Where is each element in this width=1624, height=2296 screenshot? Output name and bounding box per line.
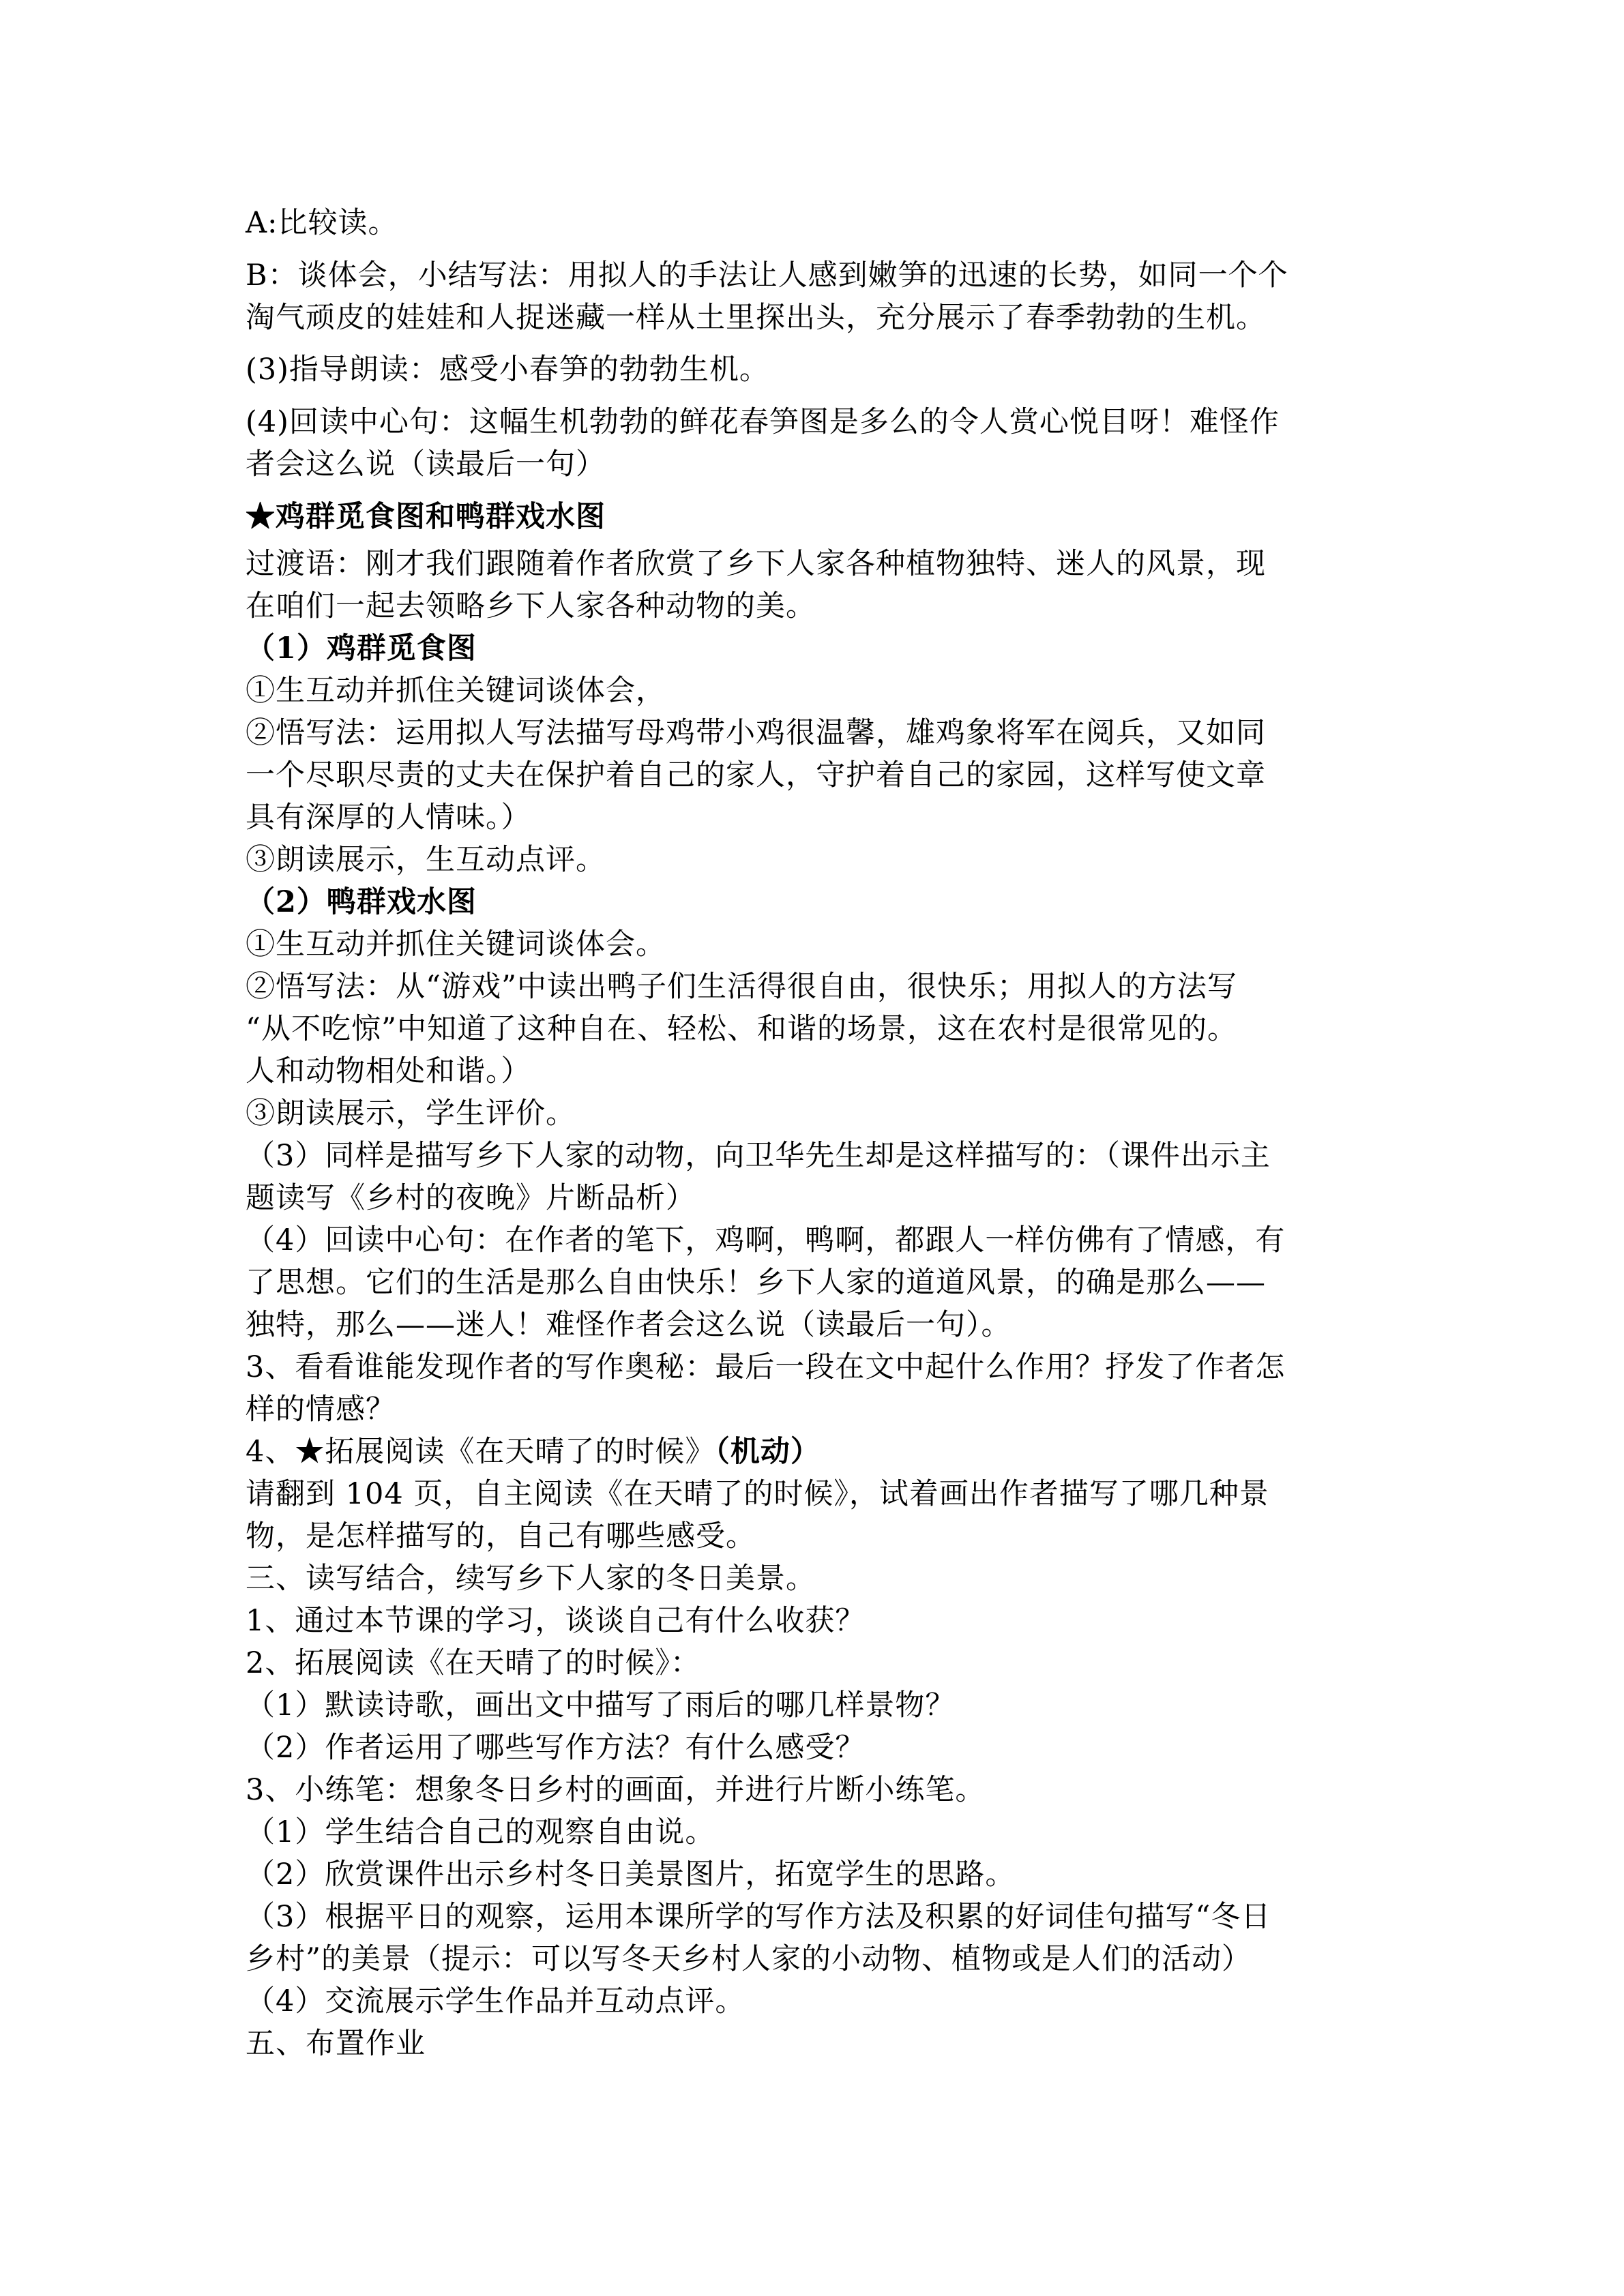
extended-reading-label: 4、★拓展阅读《在天晴了的时候》 bbox=[246, 1435, 715, 1469]
text-line: （3）同样是描写乡下人家的动物，向卫华先生却是这样描写的：（课件出示主 bbox=[246, 1139, 1271, 1173]
text-line bbox=[246, 1432, 1405, 1472]
text-line: 人和动物相处和谐。） bbox=[246, 1054, 531, 1088]
text-line: (4)回读中心句：这幅生机勃勃的鲜花春笋图是多么的令人赏心悦目呀！难怪作 bbox=[246, 405, 1280, 439]
text-line: 一个尽职尽责的丈夫在保护着自己的家人，守护着自己的家园，这样写使文章 bbox=[246, 758, 1266, 792]
text-line: “从不吃惊”中知道了这种自在、轻松、和谐的场景，这在农村是很常见的。 bbox=[246, 1012, 1237, 1046]
text-line: ③朗读展示，生互动点评。 bbox=[246, 843, 606, 877]
text-line: 过渡语：刚才我们跟随着作者欣赏了乡下人家各种植物独特、迷人的风景，现 bbox=[246, 547, 1266, 581]
text-line: 了思想。它们的生活是那么自由快乐！乡下人家的道道风景，的确是那么—— bbox=[246, 1266, 1266, 1300]
text-line: 3、看看谁能发现作者的写作奥秘：最后一段在文中起什么作用？抒发了作者怎 bbox=[246, 1350, 1286, 1384]
text-line: 题读写《乡村的夜晚》片断品析） bbox=[246, 1181, 696, 1215]
optional-tag: （机动） bbox=[715, 1435, 821, 1469]
text-line: 1、通过本节课的学习，谈谈自己有什么收获？ bbox=[246, 1604, 866, 1638]
text-line: ①生互动并抓住关键词谈体会。 bbox=[246, 927, 666, 961]
text-line: ②悟写法：从“游戏”中读出鸭子们生活得很自由，很快乐；用拟人的方法写 bbox=[246, 970, 1237, 1004]
text-line: 五、布置作业 bbox=[246, 2027, 426, 2061]
subsection-heading: （2）鸭群戏水图 bbox=[246, 885, 477, 919]
text-line: （2）作者运用了哪些写作方法？有什么感受？ bbox=[246, 1731, 866, 1765]
subsection-heading: （1）鸡群觅食图 bbox=[246, 631, 477, 666]
section-heading: ★鸡群觅食图和鸭群戏水图 bbox=[246, 500, 606, 534]
text-line: (3)指导朗读：感受小春笋的勃勃生机。 bbox=[246, 353, 769, 387]
text-line: （1）默读诗歌，画出文中描写了雨后的哪几样景物？ bbox=[246, 1688, 956, 1723]
text-line: ③朗读展示，学生评价。 bbox=[246, 1097, 576, 1131]
text-line: ②悟写法：运用拟人写法描写母鸡带小鸡很温馨，雄鸡象将军在阅兵，又如同 bbox=[246, 716, 1266, 750]
text-line: 具有深厚的人情味。） bbox=[246, 801, 531, 835]
text-line: 样的情感？ bbox=[246, 1392, 396, 1427]
text-line: （2）欣赏课件出示乡村冬日美景图片，拓宽学生的思路。 bbox=[246, 1858, 1016, 1892]
text-line: 2、拓展阅读《在天晴了的时候》： bbox=[246, 1646, 700, 1680]
text-line: 者会这么说（读最后一句） bbox=[246, 447, 606, 481]
text-line: 独特，那么——迷人！难怪作者会这么说（读最后一句）。 bbox=[246, 1308, 1012, 1342]
text-line: 淘气顽皮的娃娃和人捉迷藏一样从土里探出头，充分展示了春季勃勃的生机。 bbox=[246, 301, 1266, 335]
text-line: 请翻到 104 页，自主阅读《在天晴了的时候》，试着画出作者描写了哪几种景 bbox=[246, 1477, 1269, 1511]
text-line: 物，是怎样描写的，自己有哪些感受。 bbox=[246, 1519, 756, 1553]
text-line: 乡村”的美景（提示：可以写冬天乡村人家的小动物、植物或是人们的活动） bbox=[246, 1942, 1252, 1976]
text-line: （1）学生结合自己的观察自由说。 bbox=[246, 1815, 715, 1849]
text-line: （4）回读中心句：在作者的笔下，鸡啊，鸭啊，都跟人一样仿佛有了情感，有 bbox=[246, 1223, 1286, 1257]
text-line: 3、小练笔：想象冬日乡村的画面，并进行片断小练笔。 bbox=[246, 1773, 986, 1807]
text-line: （4）交流展示学生作品并互动点评。 bbox=[246, 1984, 745, 2018]
text-line: ①生互动并抓住关键词谈体会， bbox=[246, 674, 666, 708]
text-line: （3）根据平日的观察，运用本课所学的写作方法及积累的好词佳句描写“冬日 bbox=[246, 1900, 1271, 1934]
text-line: A:比较读。 bbox=[246, 206, 398, 240]
text-line: B：谈体会，小结写法：用拟人的手法让人感到嫩笋的迅速的长势，如同一个个 bbox=[246, 258, 1288, 293]
text-line: 在咱们一起去领略乡下人家各种动物的美。 bbox=[246, 589, 816, 623]
text-line: 三、读写结合，续写乡下人家的冬日美景。 bbox=[246, 1562, 816, 1596]
